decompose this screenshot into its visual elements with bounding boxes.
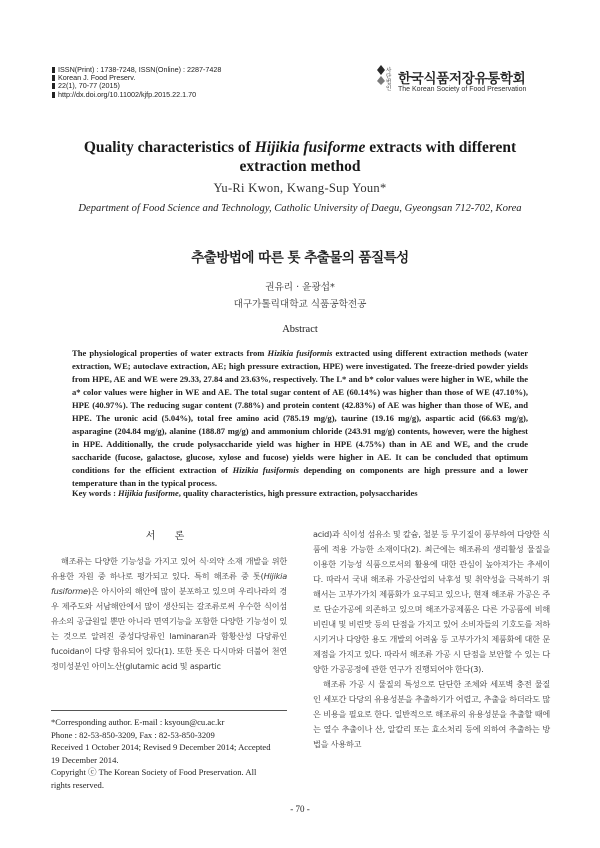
intro-paragraph-1: 해조류는 다양한 기능성을 가지고 있어 식·의약 소재 개발을 위한 유용한 자원 중 하나로 평가되고 있다. 특히 해조류 중 톳(Hijikia fusiforme)은 아시아의 해안에 많이 분포하고 있으며 우리나라의 경우 제주도와 서남해안에서 많이 생산되는 갈조류로써 우수한 식이섬유소의 공급원일 뿐만 아니라 면역기능을 포함한 다양한 기능성이 있는 것으로 알려진 중성다당류인 laminaran과 함황산성 다당류인 fucoidan이 다량 함유되어 있다(1). 또한 톳은 다시마와 더불어 천연 정미성분인 아미노산(glutamic acid 및 aspartic bbox=[51, 556, 287, 671]
abstract-heading: Abstract bbox=[282, 324, 318, 335]
korean-affiliation: 대구가톨릭대학교 식품공학전공 bbox=[233, 299, 367, 310]
copyright-rights: rights reserved. bbox=[51, 779, 104, 790]
right-column bbox=[313, 527, 550, 752]
left-column bbox=[51, 554, 287, 674]
page-number: - 70 - bbox=[290, 804, 310, 814]
journal-meta bbox=[52, 66, 221, 99]
intro-paragraph-2: acid)과 식이성 섬유소 및 칼슘, 철분 등 무기질이 풍부하여 다양한 식품에 적용 가능한 소재이다(2). 최근에는 해조류의 생리활성 물질을 이용한 기능성 식품으로서의 활용에 대한 관심이 높아져가는 추세이다. 따라서 국내 해조류 가공산업의 낙후성 및 취약성을 극복하기 위해서는 고부가가치 제품화가 요구되고 있으나, 현재 해조류 가공은 주로 단순가공에 의존하고 있으며 해조가공제품은 다른 가공품에 비해 비린내 및 비린맛 등의 단점을 가지고 있어 소비자들의 기호도를 저하시키거나 다양한 용도 개발의 어려움 등 고부가가치 제품화에 대한 문제점을 가지고 있다. 따라서 해조류 가공 시 단점을 보안할 수 있는 다양한 가공공정에 관한 연구가 진행되어야 한다(3). bbox=[313, 529, 550, 674]
title-species: Hijikia fusiforme bbox=[254, 139, 366, 156]
footnote bbox=[51, 716, 291, 792]
volume-line: 22(1), 70-77 (2015) bbox=[52, 82, 221, 90]
accepted-date: 19 December 2014. bbox=[51, 754, 119, 765]
korean-title: 추출방법에 따른 톳 추출물의 품질특성 bbox=[191, 250, 409, 266]
doi-link[interactable]: http://dx.doi.org/10.11002/kjfp.2015.22.1.70 bbox=[52, 91, 221, 99]
received-dates: Received 1 October 2014; Revised 9 December 2014; Accepted bbox=[51, 742, 271, 753]
society-name-english: The Korean Society of Food Preservation bbox=[398, 86, 527, 93]
issn-line: ISSN(Print) : 1738-7248, ISSN(Online) : 2287-7428 bbox=[52, 66, 221, 74]
society-logo-icon bbox=[376, 64, 386, 86]
keywords: Key words : Hijikia fusiforme, quality characteristics, high pressure extraction, polysaccharides bbox=[72, 488, 418, 498]
abstract-body: The physiological properties of water extracts from Hizikia fusiformis extracted using different extraction methods (water extraction, WE; autoclave extraction, AE; high pressure extraction, HPE) were investigated. The freeze-dried powder yields from HPE, AE and WE were 29.33, 27.84 and 23.63%, respectively. The L* and b* color values were higher in WE, while the a* color values were higher in WE and AE. The total sugar content of AE (60.14%) was higher than those of WE (47.10%), HPE (40.97%). The reducing sugar content (7.88%) and protein content (42.83%) of AE was higher than those of WE, and HPE. The uronic acid (5.04%), total free amino acid (785.19 mg/g), taurine (19.16 mg/g), aspartic acid (66.63 mg/g), asparagine (204.84 mg/g), alanine (188.87 mg/g) and ammonium chloride (243.91 mg/g) contents, however, were the highest in HPE. Additionally, the crude polysaccharide yield was higher in HPE (4.75%) than in AE and WE, and the crude saccharide (fucose, galactose, glucose, xylose and fucose) yields were higher in AE. It can be concluded that optimum conditions for the efficient extraction of Hizikia fusiformis depending on components are high pressure and a lower temperature than in the typical process. bbox=[72, 348, 528, 488]
affiliation: Department of Food Science and Technology, Catholic University of Daegu, Gyeongsan 712-702, Korea bbox=[78, 203, 522, 214]
contact-phone-fax: Phone : 82-53-850-3209, Fax : 82-53-850-3209 bbox=[51, 729, 215, 740]
intro-paragraph-3: 해조류 가공 시 물질의 특성으로 단단한 조체와 세포벽 충전 물질인 세포간 다당의 유용성분을 추출하기가 어렵고, 추출을 하더라도 많은 비용을 필요로 한다. 일반적으로 해조류의 유용성분을 추출할 때에는 열수 추출이나 산, 알칼리 또는 효소처리 등에 의하여 추출하는 방법을 사용하고 bbox=[313, 679, 550, 749]
society-type-label: 사단 법인 bbox=[386, 68, 392, 92]
corresponding-author: *Corresponding author. E-mail : ksyoun@cu.ac.kr bbox=[51, 717, 225, 727]
korean-authors: 권유리 · 윤광섭* bbox=[265, 282, 335, 293]
paper-title: Quality characteristics of Hijikia fusiforme extracts with different extraction method bbox=[83, 139, 517, 175]
footnote-divider bbox=[51, 710, 287, 711]
journal-name: Korean J. Food Preserv. bbox=[52, 74, 221, 82]
society-name-korean: 한국식품저장유통학회 bbox=[398, 71, 526, 87]
authors: Yu-Ri Kwon, Kwang-Sup Youn* bbox=[213, 181, 387, 195]
section-heading-intro: 서 론 bbox=[145, 531, 193, 542]
copyright-line: Copyright ⓒ The Korean Society of Food Preservation. All bbox=[51, 767, 257, 778]
